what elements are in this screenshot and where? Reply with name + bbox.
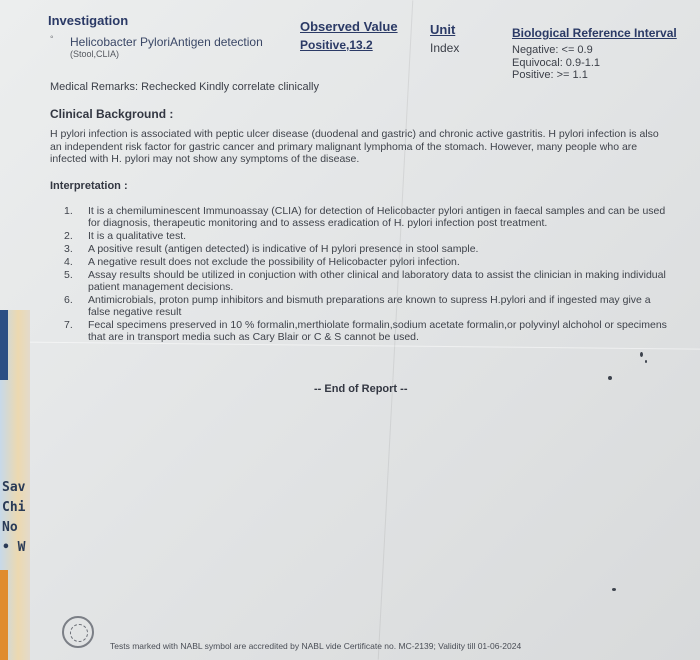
item-number: 4. xyxy=(64,256,73,268)
test-result: Positive,13.2 xyxy=(300,38,373,52)
bullet-icon: ◦ xyxy=(50,32,54,43)
ref-negative: Negative: <= 0.9 xyxy=(512,44,593,56)
edge-text: No xyxy=(2,520,18,535)
item-number: 7. xyxy=(64,319,73,331)
ink-speck xyxy=(640,352,643,357)
test-name: Helicobacter PyloriAntigen detection xyxy=(70,35,263,49)
edge-text: Chi xyxy=(2,500,26,515)
edge-text: • W xyxy=(2,540,26,555)
interpretation-item xyxy=(64,230,670,242)
ref-positive: Positive: >= 1.1 xyxy=(512,69,588,81)
nabl-seal-icon xyxy=(62,616,94,648)
interpretation-item xyxy=(64,243,670,255)
item-text: Fecal specimens preserved in 10 % formalin,merthiolate formalin,sodium acetate formalin,or polyvinyl alchohol or specimens that are in transport media such as Cary Blair or C & S cannot be used. xyxy=(88,319,667,343)
item-text: Antimicrobials, proton pump inhibitors and bismuth preparations are known to supress H.pylori and if ingested may give a false negative result xyxy=(88,294,651,318)
adjacent-sheet-edge xyxy=(0,310,30,660)
header-investigation: Investigation xyxy=(48,13,129,28)
item-text: A positive result (antigen detected) is indicative of H pylori presence in stool sample. xyxy=(88,243,479,255)
test-specimen: (Stool,CLIA) xyxy=(70,49,120,59)
item-text: A negative result does not exclude the possibility of Helicobacter pylori infection. xyxy=(88,256,460,268)
medical-remarks: Medical Remarks: Rechecked Kindly correlate clinically xyxy=(50,81,319,93)
item-text: It is a chemiluminescent Immunoassay (CLIA) for detection of Helicobacter pylori antigen in faecal samples and can be used for diagnosis, therapeutic monitoring and to assess eradication of H. pylori infection post treatment. xyxy=(88,205,666,229)
ink-speck xyxy=(645,360,647,363)
item-number: 2. xyxy=(64,230,73,242)
item-number: 6. xyxy=(64,294,73,306)
clinical-background-text: H pylori infection is associated with peptic ulcer disease (duodenal and gastric) and chronic active gastritis. H pylori infection is also an independent risk factor for gastric cancer and primary malignant lymphoma of the stomach. However, many people who are infected with H. pylori may not show any symptoms of the disease. xyxy=(50,128,659,165)
interpretation-item xyxy=(64,256,670,268)
test-unit: Index xyxy=(430,41,460,55)
interpretation-item xyxy=(64,269,670,293)
ink-speck xyxy=(608,376,612,380)
interpretation-item xyxy=(64,319,670,343)
edge-text: Sav xyxy=(2,480,26,495)
end-of-report: -- End of Report -- xyxy=(314,383,408,395)
item-text: It is a qualitative test. xyxy=(88,230,187,242)
item-number: 3. xyxy=(64,243,73,255)
header-observed-value: Observed Value xyxy=(300,19,398,34)
sheet-stripe xyxy=(0,310,8,380)
ref-equivocal: Equivocal: 0.9-1.1 xyxy=(512,57,601,69)
interpretation-list xyxy=(64,205,670,344)
interpretation-item xyxy=(64,205,670,229)
clinical-background-heading: Clinical Background : xyxy=(50,107,174,121)
header-unit: Unit xyxy=(430,22,456,37)
header-reference-interval: Biological Reference Interval xyxy=(512,26,677,40)
item-number: 5. xyxy=(64,269,73,281)
item-text: Assay results should be utilized in conjuction with other clinical and laboratory data to assist the clinician in making individual patient management decisions. xyxy=(88,269,666,293)
item-number: 1. xyxy=(64,205,73,217)
interpretation-item xyxy=(64,294,670,318)
footer-accreditation: Tests marked with NABL symbol are accredited by NABL vide Certificate no. MC-2139; Validity till 01-06-2024 xyxy=(110,641,522,651)
sheet-stripe xyxy=(0,570,8,660)
ink-speck xyxy=(612,588,616,591)
interpretation-heading: Interpretation : xyxy=(50,180,128,192)
